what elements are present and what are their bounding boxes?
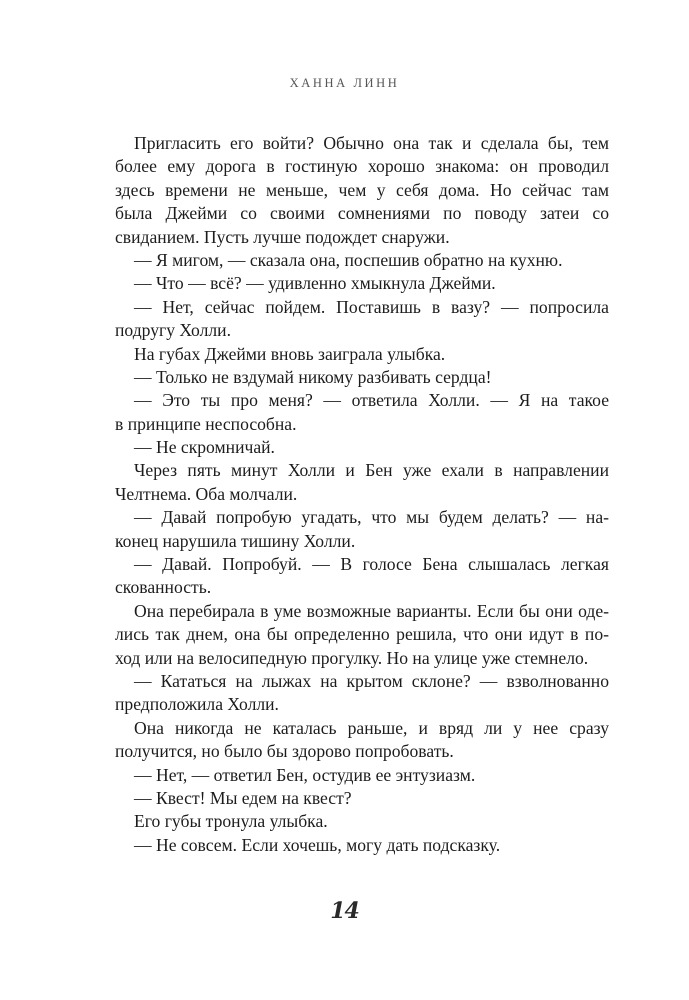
text-line: предположила Холли. xyxy=(115,694,279,715)
text-line: Она никогда не каталась раньше, и вряд ли у нее сразу xyxy=(134,717,609,738)
text-line: — Это ты про меня? — ответила Холли. — Я на такое xyxy=(134,390,609,411)
text-line: Пригласить его войти? Обычно она так и сделала бы, тем xyxy=(134,133,609,153)
text-line: в принципе неспособна. xyxy=(115,413,297,434)
text-line: Его губы тронула улыбка. xyxy=(134,811,328,832)
text-line: свиданием. Пусть лучше подождет снаружи. xyxy=(115,226,450,247)
text-line: скованность. xyxy=(115,577,212,598)
text-line: подругу Холли. xyxy=(115,320,231,341)
text-line: — Только не вздумай никому разбивать сердца! xyxy=(134,366,492,387)
text-line: — Я мигом, — сказала она, поспешив обратно на кухню. xyxy=(134,249,563,270)
text-line: Челтнема. Оба молчали. xyxy=(115,483,298,504)
text-line: была Джейми со своими сомнениями по поводу затеи со xyxy=(115,203,609,224)
text-line: — Давай попробую угадать, что мы будем делать? — на- xyxy=(134,507,609,528)
text-line: ход или на велосипедную прогулку. Но на улице уже стемнело. xyxy=(115,647,589,668)
text-line: более ему дорога в гостиную хорошо знакома: он проводил xyxy=(115,156,609,177)
text-line: — Кататься на лыжах на крытом склоне? — взволнованно xyxy=(134,670,609,691)
text-line: здесь времени не меньше, чем у себя дома. Но сейчас там xyxy=(115,179,609,200)
text-line: — Давай. Попробуй. — В голосе Бена слышалась легкая xyxy=(134,554,609,575)
text-line: конец нарушила тишину Холли. xyxy=(115,530,356,551)
text-line: Через пять минут Холли и Бен уже ехали в направлении xyxy=(134,460,609,481)
text-line: — Что — всё? — удивленно хмыкнула Джейми. xyxy=(134,273,496,294)
text-line: — Нет, сейчас пойдем. Поставишь в вазу? — попросила xyxy=(134,296,609,317)
text-line: — Не совсем. Если хочешь, могу дать подсказку. xyxy=(134,834,501,855)
text-line: — Не скромничай. xyxy=(134,437,275,458)
text-line: получится, но было бы здорово попробовать. xyxy=(115,741,454,762)
running-head: ХАННА ЛИНН xyxy=(289,76,400,90)
text-line: — Нет, — ответил Бен, остудив ее энтузиазм. xyxy=(134,764,476,785)
text-line: лись так днем, она бы определенно решила, что они идут в по- xyxy=(115,624,609,645)
text-line: Она перебирала в уме возможные варианты. Если бы они оде- xyxy=(134,600,609,621)
body-text xyxy=(115,132,609,857)
text-line: — Квест! Мы едем на квест? xyxy=(134,787,352,808)
text-line: На губах Джейми вновь заиграла улыбка. xyxy=(134,343,446,364)
page-number: 14 xyxy=(330,898,359,924)
